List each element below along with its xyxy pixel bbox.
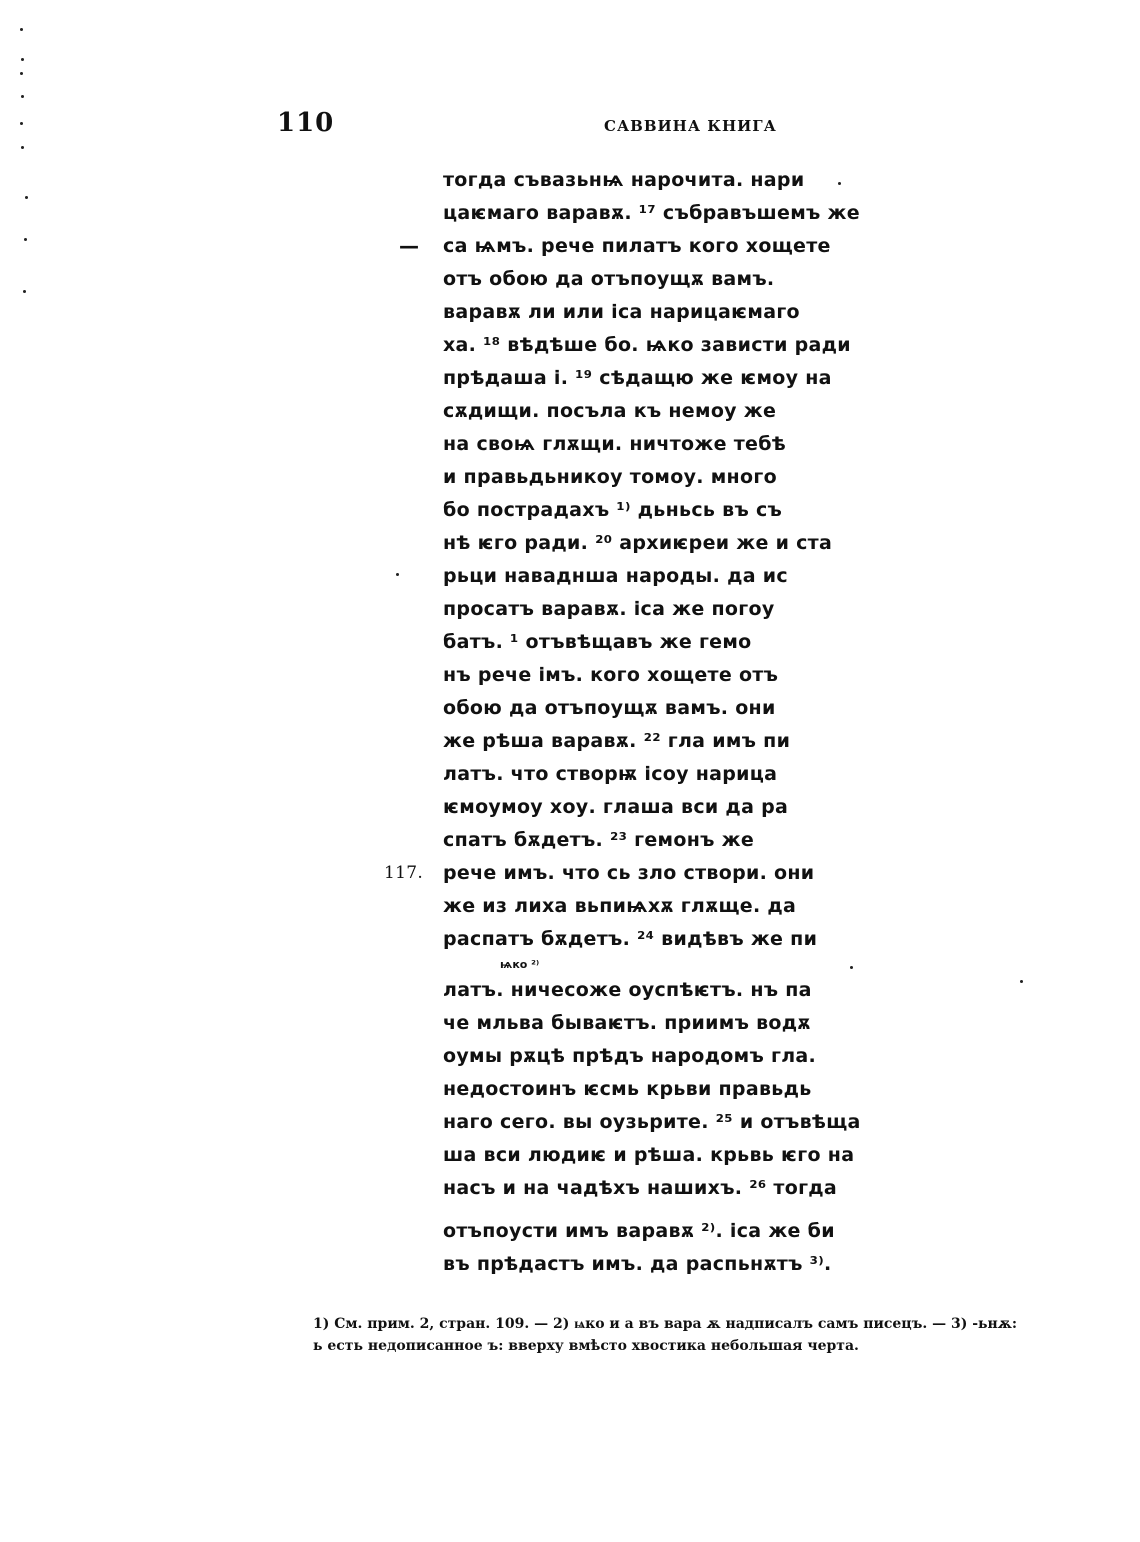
scan-speck (396, 573, 399, 576)
text-line: обою да отъпоущѫ вамъ. они (443, 697, 776, 719)
scan-speck (838, 182, 841, 185)
main-text (384, 164, 873, 1281)
scan-speck (20, 28, 23, 31)
text-line: бо пострадахъ ¹⁾ дьньсь въ съ (443, 499, 783, 521)
text-line: рьци наваднша народы. да ис (443, 565, 788, 587)
interlinear-note: ѩко ²⁾ (500, 958, 540, 971)
text-line: насъ и на чадѣхъ нашихъ. ²⁶ тогда (443, 1177, 838, 1199)
scan-speck (20, 72, 23, 75)
margin-dash: — (399, 234, 420, 258)
scan-speck (25, 196, 28, 199)
scan-speck (21, 95, 24, 98)
text-line: наго сего. вы оузьрите. ²⁵ и отъвѣща (443, 1111, 861, 1133)
text-line: цаѥмаго варавѫ. ¹⁷ събравъшемъ же (443, 202, 860, 224)
scan-speck (21, 146, 24, 149)
text-line: ша вси людиѥ и рѣша. крьвь ѥго на (443, 1144, 855, 1166)
scan-speck (20, 122, 23, 125)
text-line: ѥмоумоу хоу. глаша вси да ра (443, 796, 789, 818)
text-line: батъ. ¹ отъвѣщавъ же гемо (443, 631, 752, 653)
scan-speck (23, 290, 26, 293)
text-line: отъ обою да отъпоущѫ вамъ. (443, 268, 775, 290)
text-line: прѣдаша і. ¹⁹ сѣдащю же ѥмоу на (443, 367, 832, 389)
text-line: сѫдищи. посъла къ немоу же (443, 400, 777, 422)
scan-speck (1020, 980, 1023, 983)
text-line: 117. рече имъ. что сь зло створи. они (443, 857, 873, 890)
text-line: варавѫ ли или іса нарицаѥмаго (443, 301, 800, 323)
page-number: 110 (277, 108, 335, 138)
text-line: оумы рѫцѣ прѣдъ народомъ гла. (443, 1045, 817, 1067)
footnotes (313, 1313, 1103, 1357)
scan-speck (850, 966, 853, 969)
text-line: недостоинъ ѥсмь крьви правьдь (443, 1078, 812, 1100)
text-line: же из лиха вьпиѩхѫ глѫще. да (443, 895, 797, 917)
running-head: САВВИНА КНИГА (604, 117, 777, 135)
footnote-line: 1) См. прим. 2, стран. 109. — 2) ѩко и а въ вара ѫ надписалъ самъ писецъ. — 3) -ьнѫ: (313, 1316, 1018, 1332)
text-line: латъ. ничесоже оуспѣѥтъ. нъ па (443, 979, 812, 1001)
text-line: просатъ варавѫ. іса же погоу (443, 598, 775, 620)
scan-speck (21, 58, 24, 61)
text-line: латъ. что створѭ ісоу нарица (443, 763, 778, 785)
text-line: распатъ бѫдетъ. ²⁴ видѣвъ же пи (443, 928, 818, 950)
text-line: ха. ¹⁸ вѣдѣше бо. ѩко зависти ради (443, 334, 851, 356)
text-line: тогда съвазьнѩ нарочита. нари (443, 169, 805, 191)
text-line: че мльва бываѥтъ. приимъ водѫ (443, 1012, 811, 1034)
text-line: въ прѣдастъ имъ. да распьнѫтъ ³⁾. (443, 1253, 832, 1275)
text-line: же рѣша варавѫ. ²² гла имъ пи (443, 730, 791, 752)
text-line: нъ рече імъ. кого хощете отъ (443, 664, 779, 686)
scan-speck (24, 238, 27, 241)
text-line: нѣ ѥго ради. ²⁰ архиѥреи же и ста (443, 532, 833, 554)
text-line: и правьдьникоу томоу. много (443, 466, 777, 488)
text-line: — са ѩмъ. рече пилатъ кого хощете (443, 230, 873, 263)
text-line: отъпоусти имъ варавѫ ²⁾. іса же би (443, 1220, 835, 1242)
footnote-line: ь есть недописанное ъ: вверху вмѣсто хвостика небольшая черта. (313, 1338, 859, 1354)
text-line: на своѩ глѫщи. ничтоже тебѣ (443, 433, 787, 455)
margin-number: 117. (384, 863, 424, 883)
text-line: спатъ бѫдетъ. ²³ гемонъ же (443, 829, 755, 851)
